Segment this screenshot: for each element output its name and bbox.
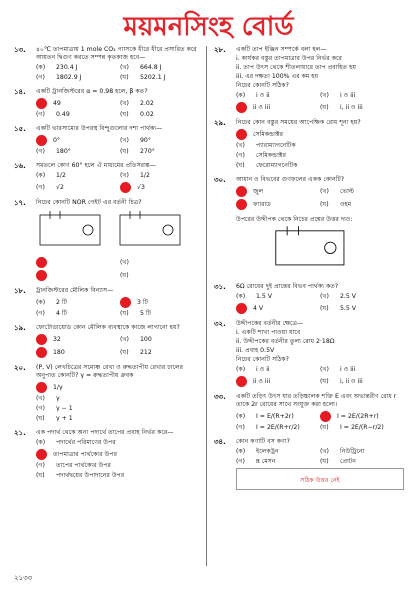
answer-options: [36, 135, 204, 156]
answer-option: [120, 347, 204, 358]
question-number: ১৫.: [14, 125, 26, 133]
option-label: (খ): [320, 293, 329, 300]
answer-marker-dot: [320, 411, 331, 422]
option-label: (গ): [36, 310, 45, 317]
question-number: ১৬.: [14, 162, 26, 170]
question-text: উদ্দীপকের বর্তনীর ক্ষেত্রে—: [236, 320, 304, 327]
question-text: ৪০℃ তাপমাত্রায় 1 mole CO₂ গ্যাসকে ধীরে ধীরে প্রসারিত করে আয়তন দ্বিগুণ করতে সম্পন্ন কৃতকাজ হবে—: [36, 46, 197, 61]
answer-option: [320, 458, 404, 466]
option-text: 180°: [56, 148, 71, 155]
left-question: [14, 199, 204, 281]
question-number: ৩৪.: [214, 438, 226, 446]
question-prompt: নিচের কোনটি সঠিক?: [236, 356, 289, 363]
question-text: আধান ও বিভবের গুণফলের একক কোনটি?: [236, 176, 345, 183]
answer-option: [236, 293, 320, 301]
circuit-diagram: [116, 209, 186, 253]
option-label: (ক): [36, 439, 46, 446]
answer-option: [36, 347, 120, 358]
answer-option: [36, 74, 120, 82]
answer-marker-dot: [236, 376, 247, 387]
option-text: 1.5 V: [256, 293, 273, 300]
right-question: [214, 216, 404, 277]
question-number: ২০.: [14, 364, 26, 372]
answer-marker-dot: [236, 303, 247, 314]
option-text: 3 টি: [137, 298, 149, 306]
answer-option: [236, 129, 404, 140]
answer-options: [36, 334, 204, 358]
option-label: (খ): [320, 187, 329, 195]
option-label: (ঘ): [120, 271, 129, 279]
answer-option: [320, 376, 404, 387]
answer-option: [236, 102, 320, 113]
answer-option: [320, 102, 404, 113]
option-text: সেমিকন্ডাক্টর: [253, 130, 284, 138]
answer-option: [120, 172, 204, 180]
circuit-options: [36, 209, 204, 255]
answer-option: [236, 366, 320, 374]
answer-marker-dot: [236, 102, 247, 113]
option-label: (ঘ): [36, 472, 45, 479]
answer-options: [236, 366, 404, 387]
answer-option: [120, 98, 204, 109]
answer-option: [320, 293, 404, 301]
answer-marker-dot: [36, 334, 47, 345]
left-question: [14, 125, 204, 156]
answer-option: [236, 92, 320, 100]
statement-list: [236, 55, 404, 81]
option-label: (ঘ): [320, 200, 329, 208]
option-label: (খ): [320, 448, 329, 455]
option-label: (ঘ): [120, 74, 129, 81]
circuit-diagram: [36, 209, 106, 253]
option-text: ii ও iii: [253, 377, 271, 385]
question-number: ১৩.: [14, 46, 26, 54]
statement: iii. এর দক্ষতা 100% এর কম হয়: [236, 73, 319, 80]
answer-option: [36, 148, 120, 156]
answer-marker-dot: [36, 135, 47, 146]
option-label: (ক): [36, 298, 46, 306]
option-label: (ক): [236, 412, 246, 420]
answer-options: [236, 448, 404, 466]
answer-option: [36, 135, 120, 146]
option-text: 4 V: [253, 304, 264, 312]
question-text: কোন কণাটি বস কণা?: [236, 438, 290, 445]
option-text: 1/γ: [53, 383, 63, 391]
question-text: একটি তাপ ইঞ্জিন সম্পর্কে বলা হল—: [236, 46, 327, 53]
option-label: (গ): [236, 424, 245, 431]
question-number: ৩০.: [214, 176, 226, 184]
right-question: [214, 176, 404, 210]
question-number: ১৭.: [14, 199, 26, 207]
answer-marker-dot: [236, 199, 247, 210]
option-text: 5.5 V: [340, 304, 357, 312]
left-question: [14, 364, 204, 423]
question-text: এক পদার্থ থেকে অন্য পদার্থে তাপের প্রবাহ নির্ভর করে—: [36, 429, 174, 436]
option-text: তাপমাত্রার পার্থক্যের উপর: [53, 450, 117, 458]
question-number: ৩১.: [214, 283, 226, 291]
answer-option: [320, 448, 404, 456]
option-label: (ক): [236, 293, 246, 300]
option-label: (ঘ): [120, 348, 129, 356]
answer-option: [120, 310, 204, 318]
answer-options: [36, 439, 204, 480]
left-question: [14, 429, 204, 480]
option-text: √2: [56, 183, 64, 191]
answer-option: [120, 111, 204, 119]
option-label: (ঘ): [320, 377, 329, 385]
option-text: 2.02: [140, 99, 154, 107]
option-text: i, ii ও iii: [340, 377, 363, 385]
option-text: 0°: [53, 136, 61, 144]
answer-marker-dot: [36, 257, 47, 268]
option-label: (খ): [120, 258, 129, 266]
question-number: ১৮.: [14, 287, 26, 295]
answer-option: [36, 415, 204, 423]
option-text: সেমিকন্ডাক্টর: [256, 152, 287, 159]
right-column: [214, 46, 404, 496]
option-text: 180: [53, 348, 65, 356]
question-number: ২৮.: [214, 46, 226, 54]
answer-option: [36, 439, 204, 447]
answer-option: [320, 366, 404, 374]
left-question: [14, 287, 204, 318]
option-text: 1/2: [140, 172, 150, 179]
option-label: (ক): [236, 366, 246, 373]
answer-marker-dot: [236, 186, 247, 197]
answer-option: [236, 411, 320, 422]
option-text: 49: [53, 99, 61, 107]
right-question: [214, 320, 404, 387]
answer-option: [236, 186, 320, 197]
question-text: ট্রানজিস্টরের মৌলিক বিন্যাস—: [36, 287, 114, 294]
answer-option: [36, 382, 204, 393]
question-text: ফোটোডায়োড কোন মৌলিক ব্যবস্থাকে কাজে লাগানো হয়?: [36, 324, 180, 331]
answer-options: [236, 293, 404, 314]
question-text: সমতলে কোণ 60° হলে ঐ মাধ্যমের প্রতিসরাঙ্ক—: [36, 162, 156, 169]
option-text: √3: [137, 183, 145, 191]
option-text: 2.5 V: [340, 293, 357, 300]
question-text: নিচের কোনটি NOR গেইট এর বর্তনী চিত্র?: [36, 199, 142, 206]
answer-option: [236, 424, 320, 432]
answer-marker-dot: [36, 347, 47, 358]
answer-option: [320, 424, 404, 432]
left-question: [14, 88, 204, 119]
right-question: [214, 119, 404, 170]
answer-marker-dot: [120, 182, 131, 193]
option-text: জুল: [253, 187, 264, 195]
option-label: (ঘ): [120, 148, 129, 155]
column-divider: [206, 46, 207, 566]
option-text: 664.8 J: [140, 64, 162, 71]
option-label: (গ): [36, 148, 45, 155]
answer-option: [120, 297, 204, 308]
option-text: 1/2: [56, 172, 66, 179]
answer-option: [120, 270, 204, 281]
option-text: পদার্থদ্বয়ের উপাদানের উপর: [56, 472, 125, 479]
option-label: (ক): [36, 172, 46, 179]
question-number: ১৯.: [14, 324, 26, 332]
option-text: i ও ii: [256, 366, 270, 373]
option-label: (খ): [120, 64, 129, 71]
option-label: (ঘ): [236, 162, 245, 169]
answer-options: [36, 64, 204, 82]
option-label: (খ): [36, 395, 45, 402]
option-text: I = 2E/(R−r/2): [340, 424, 384, 431]
option-text: ওহম: [340, 200, 352, 208]
answer-option: [120, 74, 204, 82]
question-number: ১৪.: [14, 88, 26, 96]
answer-options: [36, 98, 204, 119]
option-text: 0.02: [140, 111, 154, 118]
option-text: i, ii ও iii: [340, 103, 363, 111]
option-text: প্রোটন: [340, 458, 356, 465]
answer-option: [36, 462, 204, 470]
answer-option: [120, 135, 204, 146]
option-text: 230.4 J: [56, 64, 78, 71]
left-column: [14, 46, 204, 486]
option-text: γ − 1: [56, 405, 73, 412]
page-number: ২১৩৩: [14, 574, 33, 582]
question-number: ৩২.: [214, 320, 226, 328]
option-text: ii ও iii: [253, 103, 271, 111]
question-text: একটি ভারসাম্যের উপরস্থ বিন্দুগুলোর দশা পার্থক্য—: [36, 125, 163, 132]
answer-note-box: [236, 468, 404, 490]
question-text: একটি তড়িৎ উৎস যার তড়িচ্চালক শক্তি E এবং অভ্যন্তরীণ রোধ r তাকে 2r রোধের সাথে সংযুক্ত করা হলো।: [236, 393, 397, 408]
option-label: (গ): [36, 74, 45, 81]
option-label: (ক): [236, 448, 246, 455]
answer-option: [36, 257, 120, 268]
option-label: (ঘ): [320, 304, 329, 312]
answer-option: [36, 297, 120, 308]
option-text: নিউট্রিনো: [340, 448, 365, 455]
option-text: 90°: [140, 136, 151, 144]
option-text: I = E/(R+2r): [256, 412, 294, 420]
option-label: (খ): [320, 92, 329, 99]
option-label: (গ): [236, 458, 245, 465]
answer-option: [120, 334, 204, 345]
answer-option: [36, 172, 120, 180]
question-number: ৩৩.: [214, 393, 226, 401]
answer-option: [120, 148, 204, 156]
answer-option: [320, 303, 404, 314]
statement: i. একটি শাখা পাওয়া যাবে: [236, 329, 301, 336]
question-text: উপরের উদ্দীপক থেকে নিচের প্রশ্নের উত্তর দাও:: [236, 216, 353, 223]
option-text: 270°: [140, 148, 155, 155]
question-text: একটি ট্রানজিস্টরের α = 0.98 হলে, β কত?: [36, 88, 148, 95]
answer-option: [36, 270, 120, 281]
option-text: পদার্থের পরিমাণের উপর: [56, 439, 116, 446]
answer-note: সঠিক উত্তর নেই: [300, 477, 340, 484]
left-question: [14, 324, 204, 358]
option-label: (গ): [36, 183, 45, 191]
option-text: 1802.9 J: [56, 74, 82, 81]
answer-option: [320, 199, 404, 210]
answer-option: [236, 142, 404, 150]
statement-list: [236, 329, 404, 355]
answer-option: [36, 405, 204, 413]
right-question: [214, 46, 404, 113]
answer-options: [236, 186, 404, 210]
option-text: 2 টি: [56, 298, 68, 306]
question-number: ২১.: [14, 429, 26, 437]
option-label: (ঘ): [120, 111, 129, 118]
option-label: (ঘ): [320, 424, 329, 431]
answer-marker-dot: [36, 270, 47, 281]
right-question: [214, 283, 404, 314]
option-label: (খ): [120, 335, 129, 343]
option-label: (ঘ): [320, 103, 329, 111]
answer-options: [36, 172, 204, 193]
answer-option: [120, 64, 204, 72]
question-text: নিচের কোন বস্তুর সময়ের আপেক্ষিক রোধ শূন্য হয়?: [236, 119, 361, 126]
answer-options: [236, 92, 404, 113]
option-text: 5202.1 J: [140, 74, 166, 81]
option-text: 100: [140, 335, 152, 343]
answer-marker-dot: [120, 297, 131, 308]
option-label: (খ): [120, 172, 129, 179]
statement: ii. উদ্দীপকের বর্তনীর তুল্য রোধ 2·18Ω: [236, 338, 335, 345]
option-text: ফ্যারাড: [253, 200, 271, 208]
option-label: (ক): [36, 64, 46, 71]
option-label: (গ): [36, 111, 45, 118]
option-text: 0.49: [56, 111, 70, 118]
question-prompt: নিচের কোনটি সঠিক?: [236, 82, 289, 89]
option-text: i ও iii: [340, 366, 356, 373]
answer-option: [120, 257, 204, 268]
statement: ii. তাপ উৎস থেকে শীতলাধারে তাপ প্রবাহিত হয়: [236, 64, 357, 71]
option-text: 4 টি: [56, 310, 68, 317]
answer-option: [36, 64, 120, 72]
option-text: 5 টি: [140, 310, 152, 317]
option-label: (গ): [236, 152, 245, 159]
option-label: (খ): [320, 366, 329, 373]
answer-options: [236, 129, 404, 170]
answer-option: [236, 458, 320, 466]
option-text: 32: [53, 335, 61, 343]
answer-option: [236, 199, 320, 210]
option-text: γ + 1: [56, 415, 73, 422]
option-label: (গ): [36, 462, 45, 469]
question-number: ২৯.: [214, 119, 226, 127]
answer-marker-dot: [36, 382, 47, 393]
right-question: [214, 438, 404, 490]
answer-option: [36, 472, 204, 480]
answer-options: [36, 257, 204, 281]
answer-options: [36, 297, 204, 318]
option-text: γ: [56, 395, 60, 402]
answer-option: [320, 92, 404, 100]
option-text: ফেরোম্যাগনেটিক: [256, 162, 298, 169]
option-label: (ঘ): [120, 310, 129, 317]
option-text: I = 2E/(2R+r): [337, 412, 379, 420]
option-text: 212: [140, 348, 152, 356]
question-text: 6Ω রোধের দুই প্রান্তের বিভব পার্থক্য কত?: [236, 283, 339, 290]
option-label: (ঘ): [36, 415, 45, 422]
left-question: [14, 162, 204, 193]
answer-option: [236, 303, 320, 314]
answer-option: [320, 411, 404, 422]
answer-marker-dot: [36, 98, 47, 109]
option-label: (ঘ): [320, 458, 329, 465]
circuit-diagram: [236, 224, 386, 274]
answer-option: [320, 186, 404, 197]
option-label: (খ): [236, 142, 245, 149]
answer-option: [36, 111, 120, 119]
option-text: ইলেকট্রন: [256, 448, 279, 455]
answer-option: [36, 334, 120, 345]
option-text: I = 2E/(R+r/2): [256, 424, 300, 431]
answer-option: [236, 162, 404, 170]
answer-option: [36, 182, 120, 193]
statement: i. কার্যকর বস্তুর তাপমাত্রার উপর নির্ভর করে: [236, 55, 342, 62]
option-text: তাপের পার্থক্যের উপর: [56, 462, 111, 469]
answer-marker-dot: [236, 129, 247, 140]
answer-option: [36, 395, 204, 403]
answer-options: [36, 382, 204, 423]
answer-options: [236, 411, 404, 432]
answer-option: [36, 449, 204, 460]
option-text: i ও iii: [340, 92, 356, 99]
left-question: [14, 46, 204, 82]
option-text: প্যারাম্যাগনেটিক: [256, 142, 296, 149]
answer-marker-dot: [36, 449, 47, 460]
answer-option: [36, 98, 120, 109]
option-text: π মেসন: [256, 458, 276, 465]
question-text: (P, V) লেখচিত্রের সমোষ্ণ রেখা ও রুদ্ধতাপীয় রেখার ঢালের অনুপাত কোনটি? γ = রুদ্ধতাপীয় ধ্রুবক: [36, 364, 184, 379]
board-title: ময়মনসিংহ বোর্ড: [123, 12, 294, 42]
option-label: (খ): [120, 136, 129, 144]
answer-option: [120, 182, 204, 193]
answer-option: [36, 310, 120, 318]
option-text: i ও ii: [256, 92, 270, 99]
option-label: (ক): [236, 92, 246, 99]
stimulus-circuit: [236, 224, 404, 277]
answer-option: [236, 152, 404, 160]
option-label: (গ): [36, 405, 45, 412]
answer-option: [236, 448, 320, 456]
statement: iii. প্রবাহ 0.5V: [236, 347, 275, 354]
option-label: (খ): [120, 99, 129, 107]
option-text: ভোল্ট: [340, 187, 355, 195]
right-question: [214, 393, 404, 432]
answer-option: [236, 376, 320, 387]
